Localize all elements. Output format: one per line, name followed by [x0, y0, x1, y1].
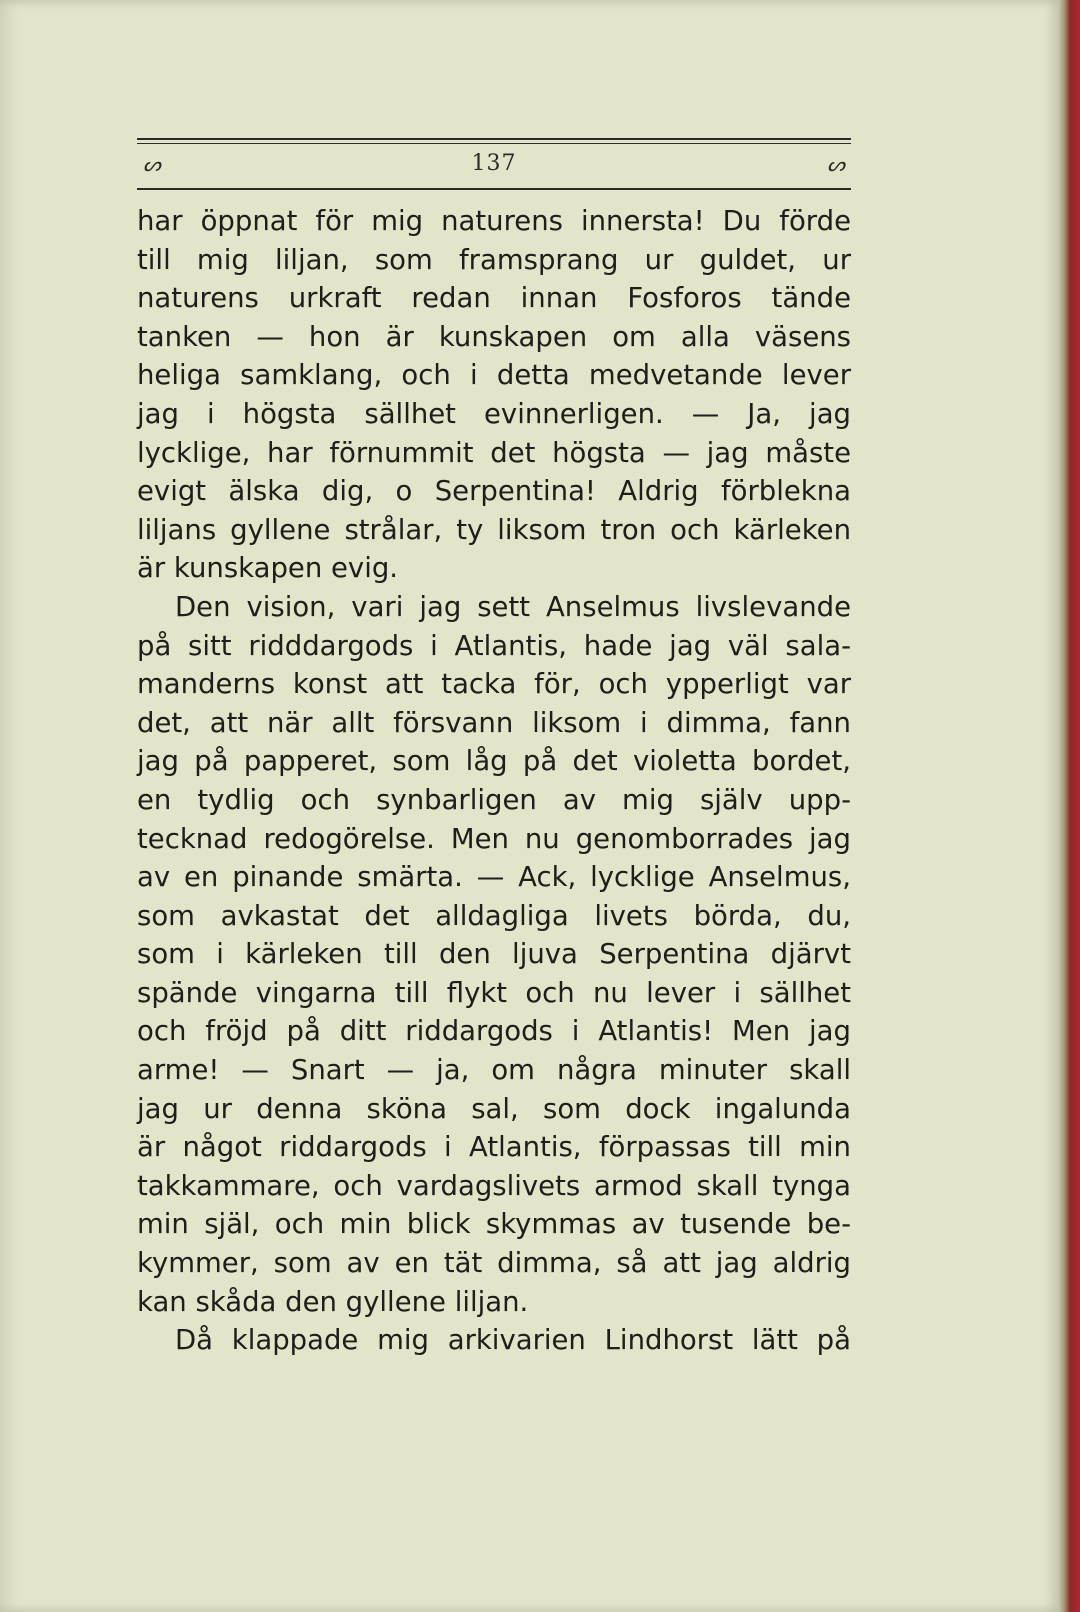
text-line: kymmer, som av en tät dimma, så att jag aldrig: [137, 1247, 851, 1280]
text-line: som i kärleken till den ljuva Serpentina djärvt: [137, 938, 851, 971]
text-line: heliga samklang, och i detta medvetande lever: [137, 359, 851, 392]
text-line: jag på papperet, som låg på det violetta bordet,: [137, 745, 851, 778]
text-line: har öppnat för mig naturens innersta! Du förde: [137, 205, 851, 237]
text-line: spände vingarna till flykt och nu lever i sällhet: [137, 976, 851, 1009]
text-line: till mig liljan, som framsprang ur guldet, ur: [137, 243, 851, 276]
text-line: av en pinande smärta. — Ack, lycklige Anselmus,: [137, 861, 851, 894]
text-line: är något riddargods i Atlantis, förpassas till min: [137, 1131, 851, 1164]
text-line: Då klappade mig arkivarien Lindhorst lätt på: [175, 1324, 851, 1357]
text-line: manderns konst att tacka för, och ypperligt var: [137, 668, 851, 701]
text-line: lycklige, har förnummit det högsta — jag måste: [137, 436, 851, 469]
text-line: evigt älska dig, o Serpentina! Aldrig förblekna: [137, 475, 851, 508]
text-line: som avkastat det alldagliga livets börda, du,: [137, 899, 851, 932]
text-line: min själ, och min blick skymmas av tusende be-: [137, 1208, 851, 1241]
text-line: en tydlig och synbarligen av mig själv upp-: [137, 783, 851, 816]
text-line: tecknad redogörelse. Men nu genomborrades jag: [137, 822, 851, 855]
ornament-right-icon: ᔕ: [827, 152, 845, 176]
text-line: tanken — hon är kunskapen om alla väsens: [137, 320, 851, 353]
book-edge: [1058, 0, 1080, 1612]
text-line: kan skåda den gyllene liljan.: [137, 1285, 529, 1318]
text-line: naturens urkraft redan innan Fosforos tände: [137, 282, 851, 315]
text-line: jag i högsta sällhet evinnerligen. — Ja, jag: [137, 397, 851, 430]
text-line: är kunskapen evig.: [137, 552, 399, 585]
text-line: Den vision, vari jag sett Anselmus livslevande: [175, 590, 851, 623]
text-line: på sitt ridddargods i Atlantis, hade jag väl sala-: [137, 629, 851, 662]
header-rule: [137, 143, 851, 144]
body-text: [137, 202, 851, 1360]
text-line: jag ur denna sköna sal, som dock ingalunda: [137, 1092, 851, 1125]
running-header: [137, 138, 851, 190]
text-line: liljans gyllene strålar, ty liksom tron och kärleken: [137, 513, 851, 546]
ornament-left-icon: ᔕ: [143, 152, 161, 176]
text-line: takkammare, och vardagslivets armod skall tynga: [137, 1169, 851, 1202]
page-number: 137: [471, 151, 517, 176]
text-line: och fröjd på ditt riddargods i Atlantis! Men jag: [137, 1015, 851, 1048]
text-line: arme! — Snart — ja, om några minuter skall: [137, 1054, 851, 1087]
text-line: det, att när allt försvann liksom i dimma, fann: [137, 706, 851, 739]
